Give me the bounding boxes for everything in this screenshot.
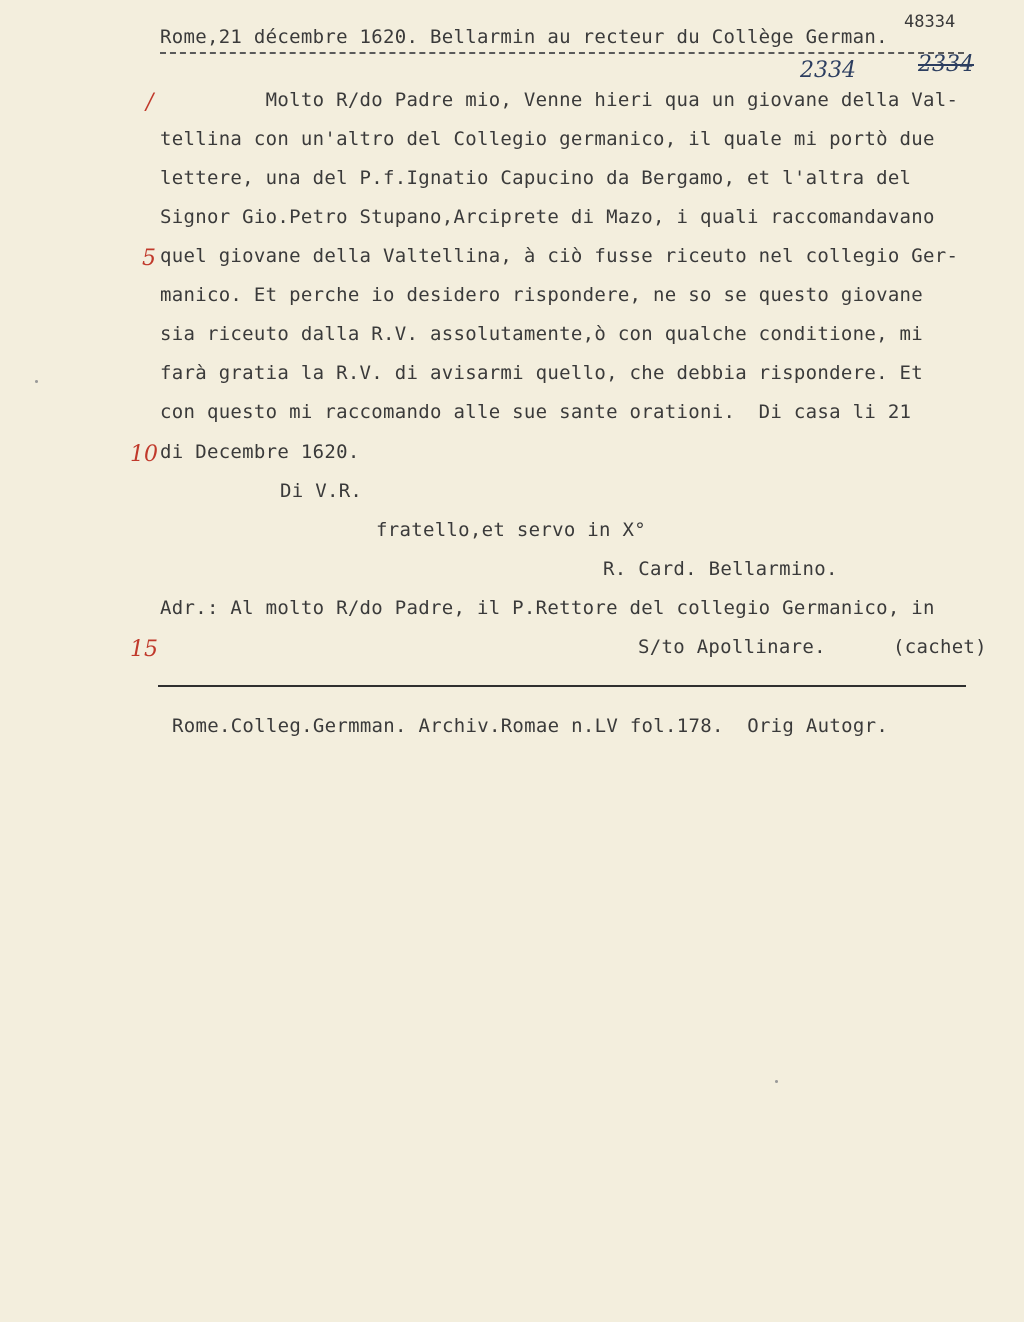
letter-line: sia riceuto dalla R.V. assolutamente,ò con qualche conditione, mi [160,323,924,345]
source-citation: Rome.Colleg.Germman. Archiv.Romae n.LV fol.178. Orig Autogr. [172,715,889,737]
margin-number-1: / [146,90,154,115]
closing-salutation: Di V.R. [280,480,363,502]
footer-rule [158,685,966,687]
signature: R. Card. Bellarmino. [603,558,838,580]
letter-line: con questo mi raccomando alle sue sante orationi. Di casa li 21 [160,401,912,423]
paper-speck [775,1080,778,1083]
letter-line: manico. Et perche io desidero rispondere, ne so se questo giovane [160,284,924,306]
header-dashed-rule [160,52,964,54]
closing-phrase: fratello,et servo in X° [376,519,646,541]
letter-line: Molto R/do Padre mio, Venne hieri qua un giovane della Val- [160,89,959,111]
address-line: S/to Apollinare. [638,636,826,658]
letter-line: lettere, una del P.f.Ignatio Capucino da Bergamo, et l'altra del [160,167,912,189]
letter-line: di Decembre 1620. [160,441,360,463]
reference-number: 48334 [904,12,956,32]
letter-line: quel giovane della Valtellina, à ciò fusse riceuto nel collegio Ger- [160,245,959,267]
struck-archive-number: 2334 [918,52,974,77]
margin-number-15: 15 [130,637,158,662]
letter-line: tellina con un'altro del Collegio germanico, il quale mi portò due [160,128,935,150]
letter-line: Signor Gio.Petro Stupano,Arciprete di Mazo, i quali raccomandavano [160,206,935,228]
seal-note: (cachet) [893,636,987,658]
paper-speck [35,380,38,383]
address-line: Adr.: Al molto R/do Padre, il P.Rettore del collegio Germanico, in [160,597,935,619]
handwritten-archive-number: 2334 [800,58,856,83]
letter-line: farà gratia la R.V. di avisarmi quello, che debbia rispondere. Et [160,362,924,384]
margin-number-5: 5 [142,246,156,271]
margin-number-10: 10 [130,442,158,467]
document-header: Rome,21 décembre 1620. Bellarmin au recteur du Collège German. [160,26,888,48]
